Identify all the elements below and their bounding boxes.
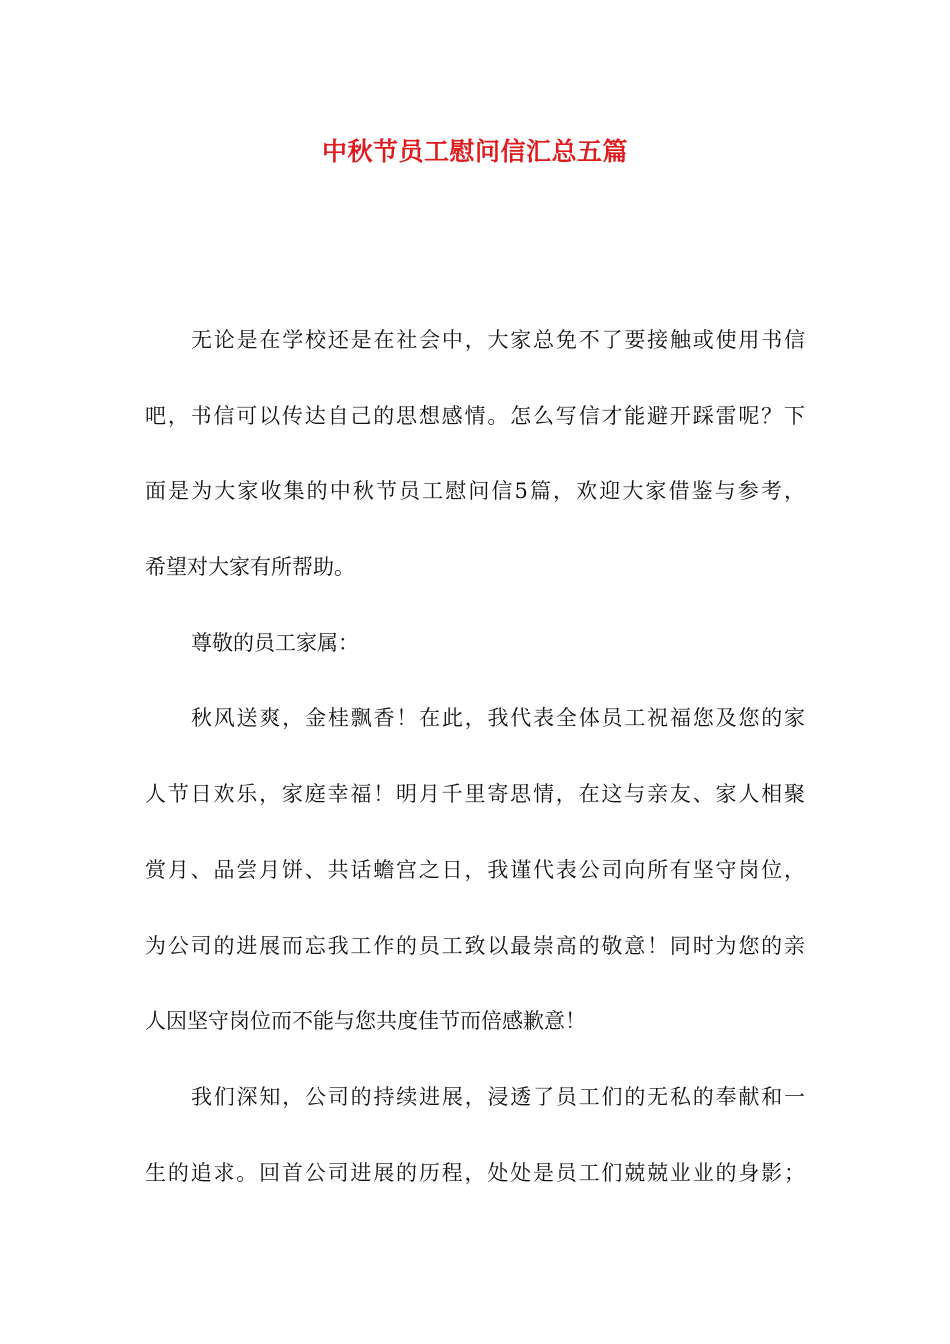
paragraph-intro (145, 316, 805, 619)
text-line: 希望对大家有所帮助。 (145, 555, 355, 580)
text-line: 人节日欢乐，家庭幸福！明月千里寄思情，在这与亲友、家人相聚 (145, 782, 805, 807)
document-title: 中秋节员工慰问信汇总五篇 (321, 137, 628, 166)
text-line: 面是为大家收集的中秋节员工慰问信5篇，欢迎大家借鉴与参考， (145, 479, 805, 504)
text-line: 秋风送爽，金桂飘香！在此，我代表全体员工祝福您及您的家 (191, 706, 805, 731)
text-line: 无论是在学校还是在社会中，大家总免不了要接触或使用书信 (191, 328, 805, 352)
paragraph-salutation (145, 619, 805, 695)
text-line: 赏月、品尝月饼、共话蟾宫之日，我谨代表公司向所有坚守岗位， (145, 857, 805, 882)
text-line: 我们深知，公司的持续进展，浸透了员工们的无私的奉献和一 (191, 1084, 805, 1109)
text-line: 人因坚守岗位而不能与您共度佳节而倍感歉意！ (145, 1009, 586, 1034)
text-line: 吧，书信可以传达自己的思想感情。怎么写信才能避开踩雷呢？下 (145, 403, 805, 428)
text-line: 尊敬的员工家属： (191, 630, 359, 655)
paragraph-greeting (145, 694, 805, 1072)
text-line: 为公司的进展而忘我工作的员工致以最崇高的敬意！同时为您的亲 (145, 933, 805, 958)
paragraph-appreciation (145, 1073, 805, 1224)
text-line: 生的追求。回首公司进展的历程，处处是员工们兢兢业业的身影； (145, 1160, 805, 1185)
document-body (145, 316, 805, 1224)
